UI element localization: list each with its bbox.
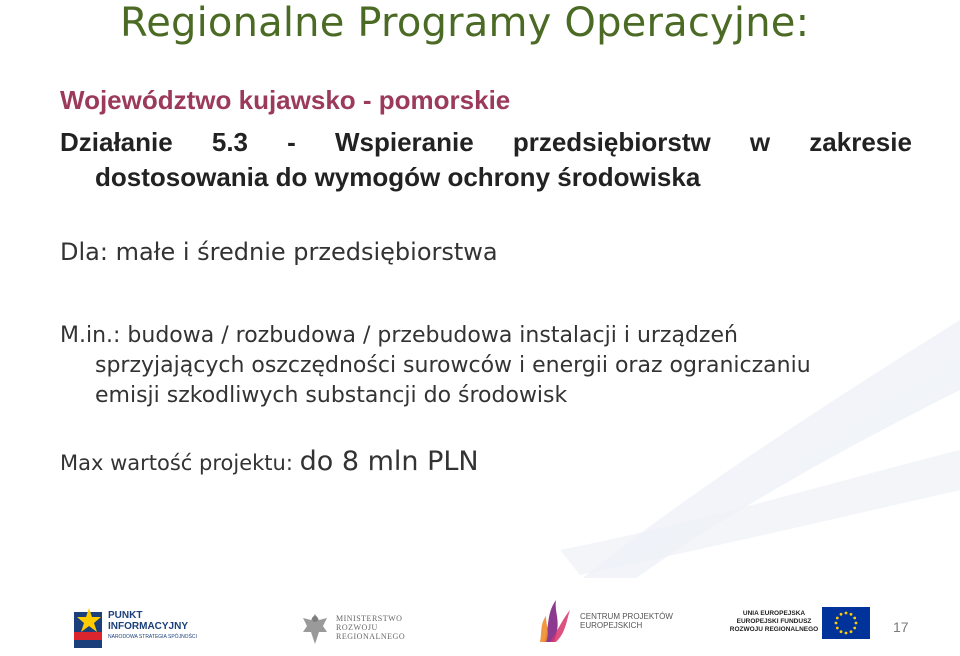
action-word: Działanie	[60, 127, 173, 157]
action-word: 5.3	[211, 127, 249, 157]
action-word: Wspieranie	[334, 127, 474, 157]
max-value-label: Max wartość projektu	[60, 451, 286, 475]
centrum-flame-logo	[536, 596, 576, 646]
ministerstwo-text	[336, 614, 405, 641]
punkt-subtitle: NARODOWA STRATEGIA SPÓJNOŚCI	[108, 634, 197, 640]
ministerstwo-line: REGIONALNEGO	[336, 632, 406, 641]
max-project-value	[60, 446, 479, 477]
punkt-star-logo	[72, 604, 106, 652]
ue-text	[728, 610, 820, 634]
centrum-text	[580, 612, 673, 630]
eu-flag	[822, 607, 870, 639]
unia-europejska-logo	[722, 598, 877, 650]
page-number: 17	[893, 619, 909, 635]
target-group: Dla: małe i średnie przedsiębiorstwa	[60, 238, 498, 266]
action-word: przedsiębiorstw	[512, 127, 711, 157]
centrum-projektow-logo	[536, 596, 676, 646]
ue-line: UNIA EUROPEJSKA	[742, 610, 806, 617]
ministerstwo-line: ROZWOJU	[336, 623, 378, 632]
punkt-informacyjny-logo	[72, 602, 227, 654]
eagle-emblem	[300, 612, 330, 646]
punkt-line: INFORMACYJNY	[108, 621, 189, 632]
action-word: w	[749, 127, 771, 157]
ue-line: ROZWOJU REGIONALNEGO	[729, 626, 819, 633]
project-scope	[60, 321, 920, 411]
slide-title: Regionalne Programy Operacyjne:	[120, 0, 810, 46]
punkt-line: PUNKT	[108, 610, 143, 621]
region-name: Województwo kujawsko - pomorskie	[60, 85, 511, 115]
action-description	[60, 125, 912, 195]
scope-line: sprzyjających oszczędności surowców i energii oraz ograniczaniu	[95, 353, 811, 378]
centrum-line: EUROPEJSKICH	[580, 621, 643, 630]
action-line-2: dostosowania do wymogów ochrony środowiska	[95, 162, 701, 192]
punkt-text	[108, 610, 188, 632]
ministerstwo-logo	[300, 612, 420, 652]
scope-line: M.in.: budowa / rozbudowa / przebudowa instalacji i urządzeń	[60, 323, 738, 348]
action-word: -	[287, 127, 296, 157]
scope-line: emisji szkodliwych substancji do środowisk	[95, 383, 568, 408]
action-word: zakresie	[809, 127, 912, 157]
max-value-amount: do 8 mln PLN	[299, 446, 479, 477]
max-value-colon: :	[285, 451, 300, 475]
ministerstwo-line: MINISTERSTWO	[336, 614, 403, 623]
ue-line: EUROPEJSKI FUNDUSZ	[736, 618, 812, 625]
centrum-line: CENTRUM PROJEKTÓW	[580, 612, 673, 621]
action-line-1	[60, 125, 912, 160]
